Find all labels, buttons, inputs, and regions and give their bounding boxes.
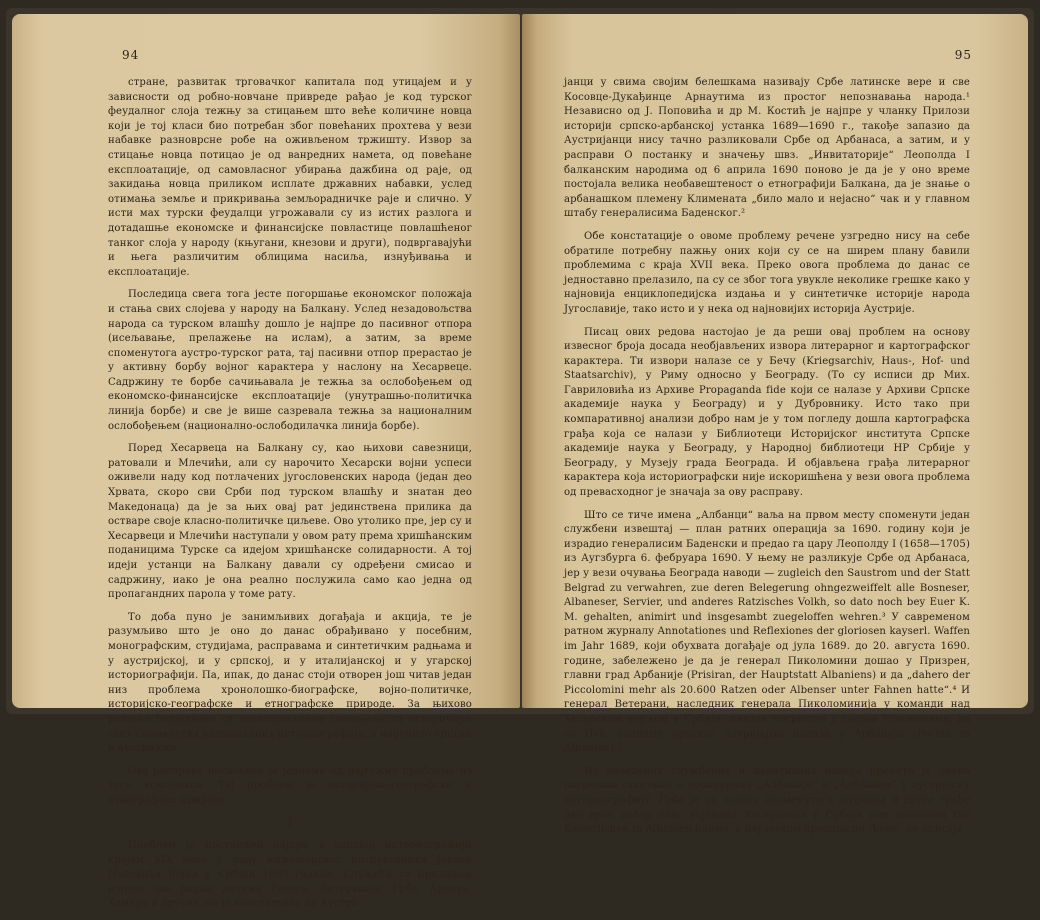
paragraph: стране, развитак трговачког капитала под утицајем и у зависности од робно-новчане привреде рађао је код турског феудалног слоја тежњу за стицањем што веће количине новца који је тој класи био потребан због повећаних прохтева у вези набавке разноврсне робе на оживљеном тржишту. Извор за стицање новца потицао је од ванредних намета, од повећане експлоатације, од самовласног убирања дажбина од раје, од закидања новца приликом исплате државних набавки, услед отимања земље и прикривања земљорадничке раје и слично. У исти мах турски феудалци угрожавали су из истих разлога и дотадашње економске и финансијске повластице повлашћеног танког слоја у народу (књугани, кнезови и други), подвргавајући и њега различитим облицима насиља, изнуђивања и експлоатације. xyxy=(108,77,472,278)
paragraph: Обе констатације о овоме проблему речене узгредно нису на себе обратиле потребну пажњу оних који су се на ширем плану бавили проблемима с краја XVII века. Преко овога проблема до данас се једноставно прелазило, па су се због тога увукле неколике грешке како у најновија енциклопедијска издања и у синтетичке историје народа Југославије, тако исто и у нека од најновијих историја Аустрије. xyxy=(564,230,970,315)
page-number: 95 xyxy=(954,48,972,62)
paragraph: То доба пуно је занимљивих догађаја и акција, те је разумљиво што је оно до данас обрађивано у посебним, монографским, студијама, расправама и синтетичким радњама и у аустријској, и у српској, и у италијанској и у угарској историографији. Па, ипак, до данас стоји отворен још читав један низ проблема хронолошко-биографске, војно-политичке, историјско-географске и етнографске природе. За њихово решење подједнако су заинтересовани специјалисти историчари свих споменутих националних историографија, а нарочито српске и аустријске. xyxy=(108,611,472,755)
right-page xyxy=(522,14,1028,836)
paragraph: јанци у свима својим белешкама називају Србе латинске вере и све Косовце-Дукађинце Арнаутима из простог непознавања народа.¹ Независно од Ј. Поповића и др М. Костић је најпре у чланку Прилози историји српско-арбанској устанка 1689—1690 г., такође запазио да Аустријанци нису тачно разликовали Србе од Арбанаса, а затим, и у расправи О постанку и значењу швз. „Инвитаторије“ Леополда I балканским народима од 6 априла 1690 поново је да је у оно време постојала велика необавештеност о етнографији Балкана, да је знање о арбанашком племену Климената „било мало и нејасно“ чак и у главном штабу генералисима Баденског.² xyxy=(564,77,970,220)
paragraph: Писац ових редова настојао је да реши овај проблем на основу извесног броја досада необјављених извора литерарног и картографског карактера. Ти извори налазе се у Бечу (Kriegsarchiv, Haus-, Hof- und Staatsarchiv), у Риму односно у Београду. (То су исписи др Мих. Гавриловића из Архиве Propaganda fide који се налазе у Архиви Српске академије наука у Београду) и у Дубровнику. Исто тако при компаративној анализи добро нам је у том погледу дошла картографска грађа која се налази у Библиотеци Историјског института Српске академије наука у Београду, у Народној библиотеци НР Србије у Београду, у Музеју града Београда. И објављена грађа литерарног карактера која историографски није искоришћена у вези овога проблема од превасходног је значаја за ову расправу. xyxy=(564,326,970,499)
paragraph: Поред Хесарвеца на Балкану су, као њихови савезници, ратовали и Млечићи, али су нарочито Хесарски војни успеси оживели наду код потлачених југословенских народа (један део Хрвата, скоро сви Срби под турском влашћу и знатан део Македонаца) да је за њих овај рат јединствена прилика да остваре своје класно-политичке циљеве. Ово утолико пре, јер су и Хесарвеци и Млечићи наступали у овом рату према хришћанским поданицима Турске са идејом хришћанске солидарности. А тој идеји устанци на Балкану давали су одређени смисао и садржину, иако је она реално послужила само као једна од пропагандних парола у томе рату. xyxy=(108,443,472,601)
left-page xyxy=(12,14,520,910)
paragraph: Што се тиче имена „Албанци“ ваља на првом месту споменути један службени извештај — план ратних операција за 1690. годину који је израдио генералисим Баденски и предао га цару Леополду I (1658—1705) из Аугзбурга 6. фебруара 1690. У њему не разликује Србе од Арбанаса, јер у вези очувања Београда наводи — zugleich den Saustrom und der Statt Belgrad zu verwahren, zue deren Belegerung ohngezweiffelt alle Bosneser, Albaneser, Servier, und anderes Ratzisches Volkh, so dato noch bey Euer K. M. gehalten, animirt und insgesambt zuegeloffen wehren.³ У савременом ратном журналу Annotationes und Reflexiones der gloriosen kayserl. Waffen im Jahr 1689, који обухвата догађаје од јула 1689. до 20. августа 1690. године, забележено је да је генерал Пиколомини дошао у Призрен, главни град Арбаније (Prisiran, der Hauptstatt Albaniens) и да „dahero der Piccolomini mehr als 20.600 Ratzen oder Albenser unter Fahnen hatte“.⁴ И генерал Ветерани, наследник генерала Пиколоминија у команди над Хесарском војском у Србији, наводи погрешно у својим Успоменама, да се Пећ, седиште српског патријарха налази у Арбанији (Pechia in Albanien).⁵ xyxy=(564,509,970,755)
paragraph: Из наведених службених и наративних извора пренето је овако погрешно схватање о простирању „Албаније“ и „Албанаца“ у аустријску историографију. Грба је на основу споменутога журнала и друге грађе дао врло добар опис војевања Хесараваца у Србији под насловом Die Kaiserlichen in Albanien наиме, с изузетком продора до Љуме, не описује xyxy=(564,765,970,836)
paragraph: Последица свега тога јесте погоршање економског положаја и стања свих слојева у народу на Балкану. Услед незадовољства народа са турском влашћу дошло је најпре до пасивног отпора (исељавање, прелажење на ислам), а затим, за време споменутога аустро-турског рата, тај пасивни отпор прерастао је у активну борбу војног карактера у наслону на Хесарвеце. Садржину те борбе сачињавала је тежња за ослобођењем од економско-финансијске експлоатације (унутрашњо-политичка линија борбе) и све је више сазревала тежња за националним ослобођењем (национално-ослободилачка линија борбе). xyxy=(108,289,472,432)
book-spread xyxy=(6,8,1034,910)
section-heading: I xyxy=(287,816,293,830)
page-body xyxy=(108,76,472,920)
page-body xyxy=(564,76,970,846)
paragraph: Проблем је постављен најпре у српској историографији крајем XIX века у раду инжењерског потпуковника Јована Поповића Војна у Србији 1689 године. Служећи се приликом израде ове радње делима Редера, Ветеранија, Грбе, Арнета, Хамера и других, он је констатовао да Аустри- xyxy=(108,840,472,910)
paragraph: Ова расправа посвећена је једноме од најтежих проблема из тога комплекса. Тај проблем је историјско-географске и етнографске природе. xyxy=(108,765,472,806)
page-number: 94 xyxy=(122,48,140,62)
